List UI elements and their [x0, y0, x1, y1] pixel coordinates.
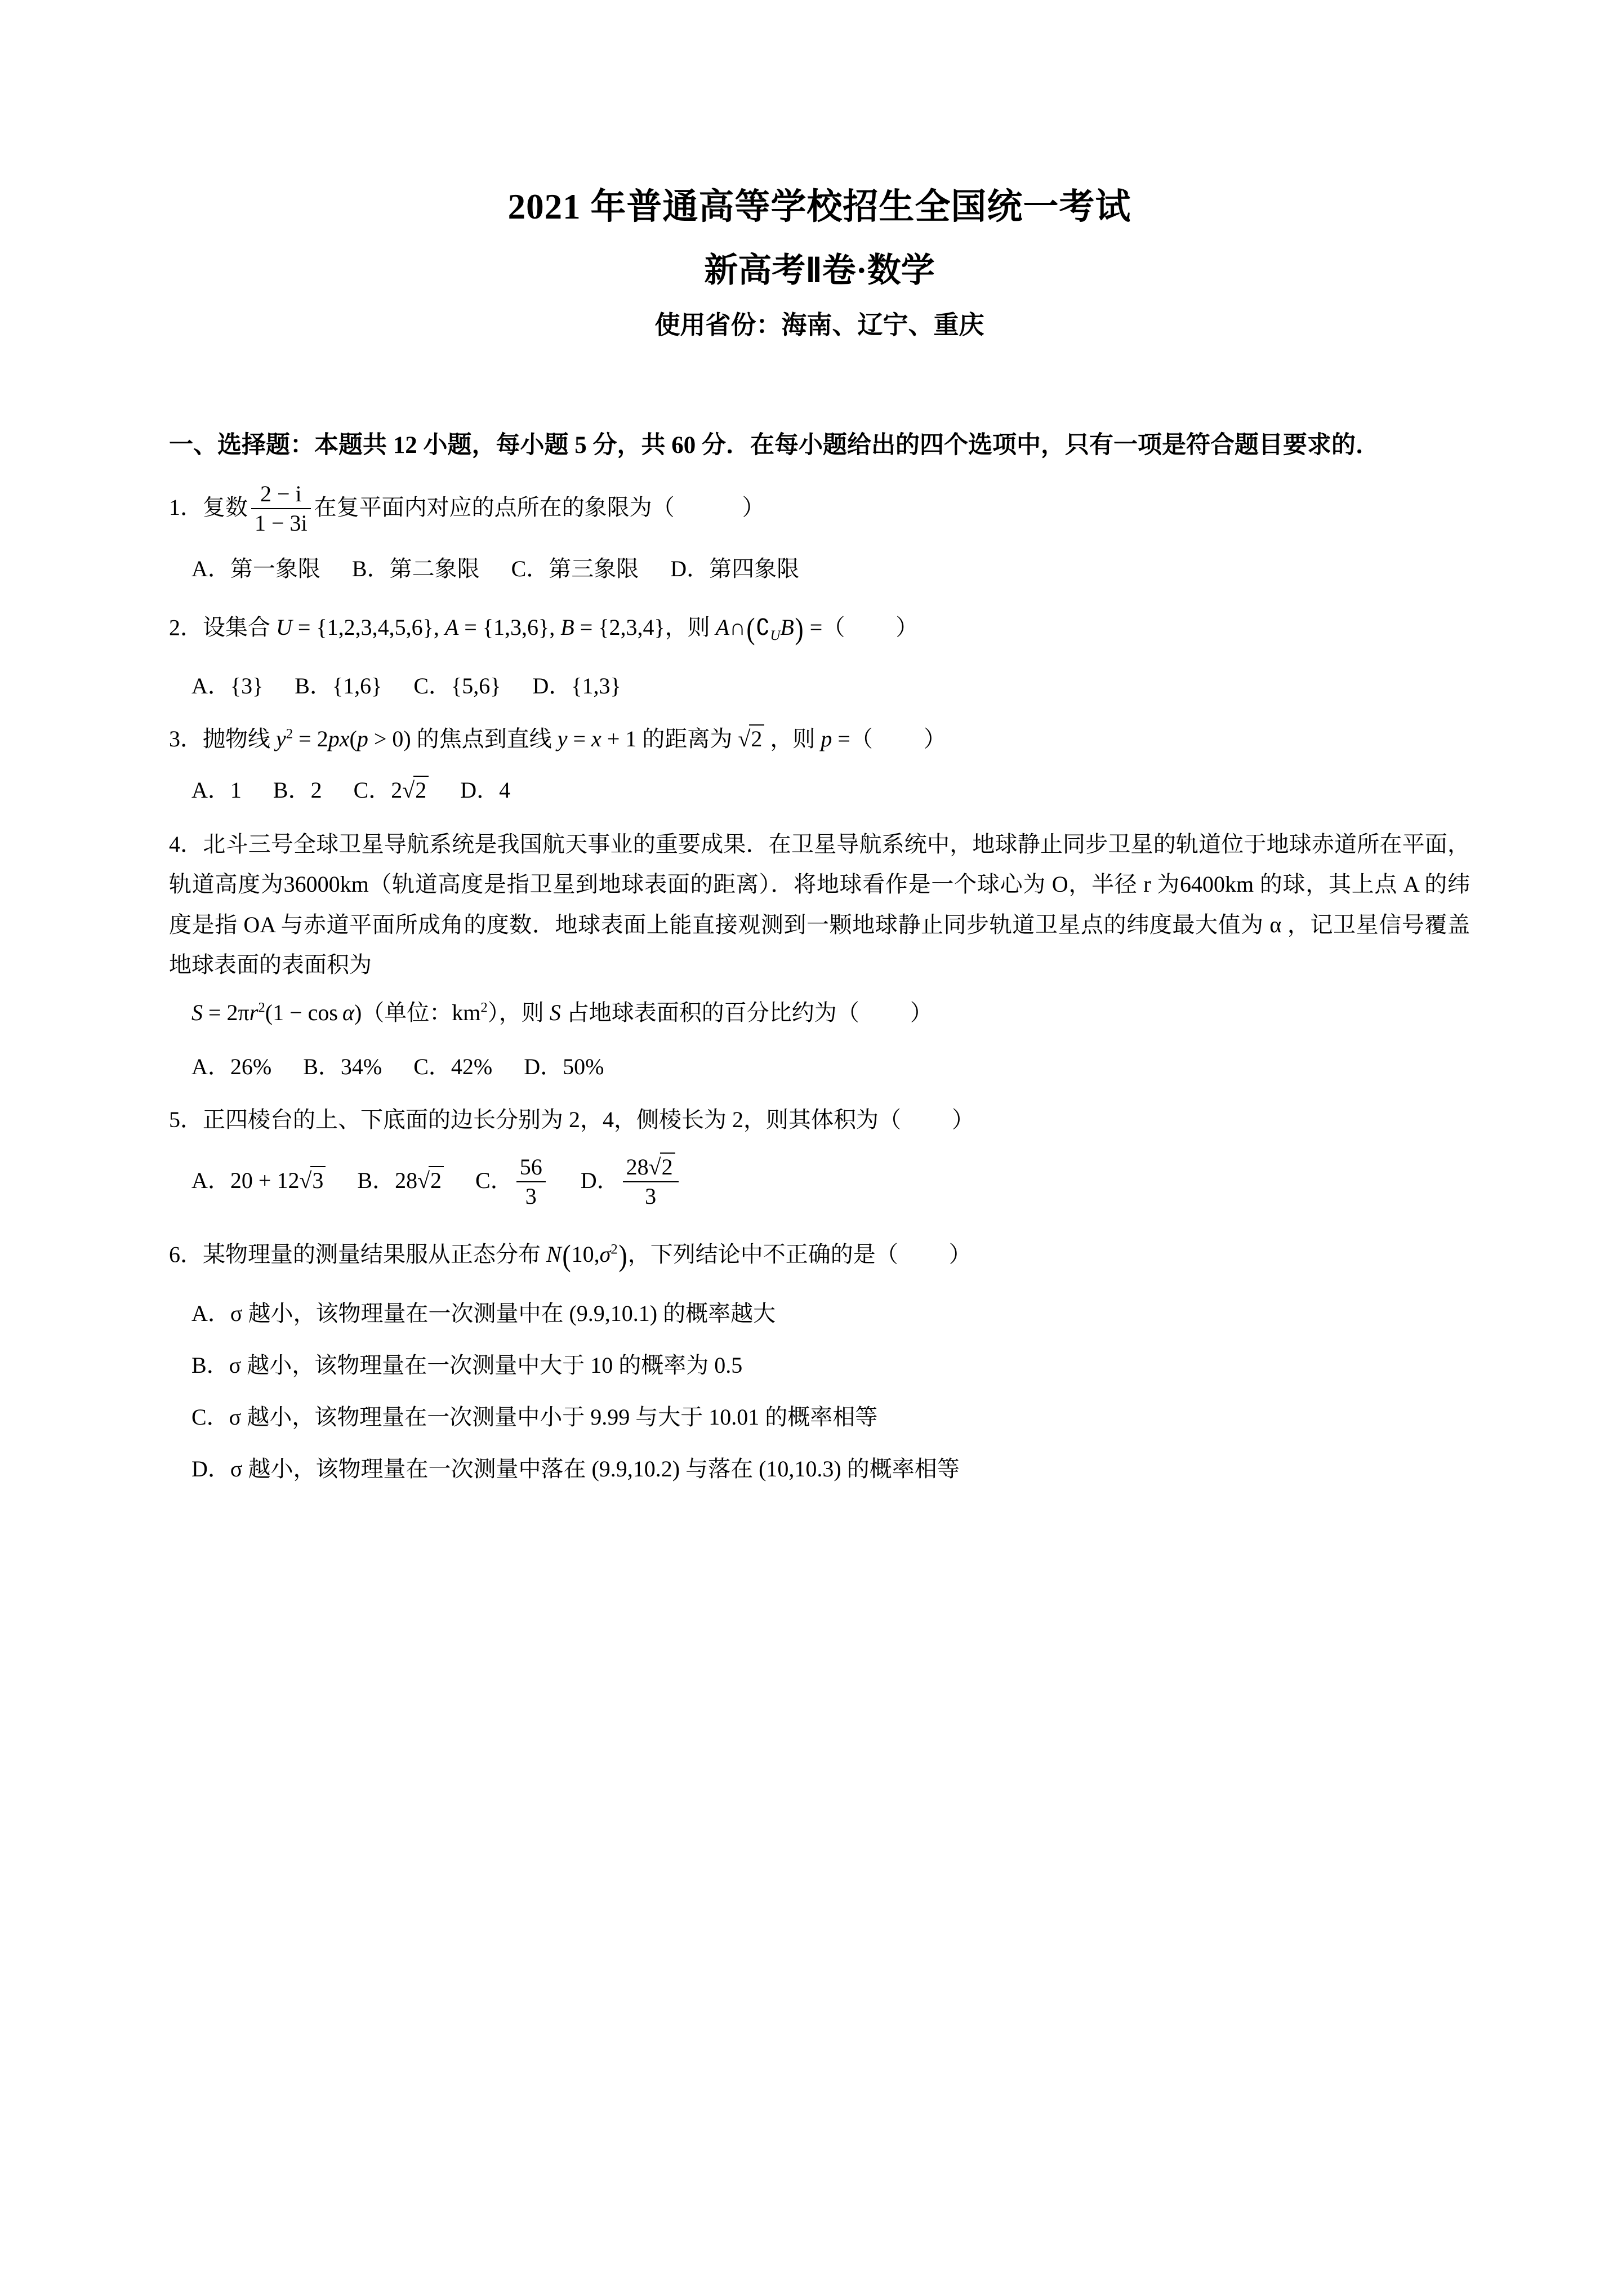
question-4-stem: [169, 824, 1470, 985]
option-1-a[interactable]: A．第一象限: [191, 555, 320, 581]
fraction-denominator: 1 − 3i: [251, 508, 311, 536]
option-1-d[interactable]: D．第四象限: [670, 555, 800, 581]
question-1-prefix: 复数: [203, 494, 248, 520]
question-1-suffix: 在复平面内对应的点所在的象限为（ ）: [314, 494, 765, 520]
option-6-b[interactable]: B．σ 越小，该物理量在一次测量中大于 10 的概率为 0.5: [191, 1352, 743, 1378]
question-2-text: 设集合 U = {1,2,3,4,5,6}, A = {1,3,6}, B = {2,3,4}，则 $A\cap(∁_UB)$ =（ ）: [203, 611, 919, 646]
option-2-b[interactable]: B．{1,6}: [295, 673, 382, 699]
question-5-text: 正四棱台的上、下底面的边长分别为 2，4，侧棱长为 2，则其体积为（ ）: [203, 1106, 974, 1132]
question-1-stem: [169, 482, 1470, 537]
option-5-c[interactable]: C． $\frac{56}{3}$: [475, 1155, 549, 1211]
question-6-stem: [169, 1230, 1470, 1282]
option-3-a[interactable]: A．1: [191, 777, 242, 803]
option-3-d[interactable]: D．4: [460, 777, 511, 803]
option-6-c[interactable]: C．σ 越小，该物理量在一次测量中小于 9.99 与大于 10.01 的概率相等: [191, 1404, 878, 1430]
question-2-number: 2．: [169, 615, 203, 640]
page-subtitle: 新高考Ⅱ卷·数学: [704, 251, 935, 289]
question-1-number: 1．: [169, 494, 203, 520]
option-1-b[interactable]: B．第二象限: [351, 555, 480, 581]
option-4-c[interactable]: C．42%: [413, 1053, 493, 1079]
option-3-b[interactable]: B．2: [273, 777, 322, 803]
option-2-a[interactable]: A．{3}: [191, 673, 264, 699]
question-3-stem: [169, 720, 1470, 759]
question-2-stem: [169, 603, 1470, 655]
question-5-number: 5．: [169, 1106, 203, 1132]
option-3-c[interactable]: C．2√2: [354, 771, 429, 809]
option-5-d[interactable]: D． $\frac{28√2}{3}$: [581, 1155, 682, 1211]
provinces-line: 使用省份：海南、辽宁、重庆: [654, 310, 984, 339]
option-2-d[interactable]: D．{1,3}: [532, 673, 621, 699]
question-3-options: [169, 771, 1470, 809]
question-4-formula: $S = 2\pi r^2(1 - \cos \alpha)$（单位：$km^2$），则 S 占地球表面积的百分比约为（ ）: [191, 999, 933, 1025]
question-5-stem: [169, 1101, 1470, 1140]
option-4-b[interactable]: B．34%: [303, 1053, 382, 1079]
question-3-text: 抛物线 $y^2 = 2px(p > 0)$ 的焦点到直线 y = x + 1 的距离为 √2 ，则 p =（ ）: [203, 726, 946, 751]
question-4-number: 4．: [169, 831, 203, 857]
option-5-b[interactable]: B．28√2: [357, 1162, 444, 1200]
section-heading: 一、选择题：本题共 12 小题，每小题 5 分，共 60 分．在每小题给出的四个选项中，只有一项是符合题目要求的．: [169, 431, 1380, 459]
question-6-options: [169, 1294, 1470, 1488]
question-2-options: [169, 667, 1470, 705]
question-6-number: 6．: [169, 1242, 203, 1267]
question-4-body: 北斗三号全球卫星导航系统是我国航天事业的重要成果．在卫星导航系统中，地球静止同步卫星的轨道位于地球赤道所在平面，轨道高度为36000km（轨道高度是指卫星到地球表面的距离）．将地球看作是一个球心为 O，半径 r 为6400km 的球，其上点 A 的纬度是指 OA 与赤道平面所成角的度数．地球表面上能直接观测到一颗地球静止同步轨道卫星点的纬度最大值为 α ，记卫星信号覆盖地球表面的表面积为: [169, 831, 1471, 977]
option-6-a[interactable]: A．σ 越小，该物理量在一次测量中在 (9.9,10.1) 的概率越大: [191, 1300, 776, 1326]
fraction-numerator: 2 − i: [260, 480, 302, 506]
question-5-options: [169, 1155, 1470, 1211]
option-4-d[interactable]: D．50%: [524, 1053, 604, 1079]
title-body-spacer: [169, 363, 1470, 425]
option-1-c[interactable]: C．第三象限: [511, 555, 639, 581]
question-1-fraction: [251, 481, 311, 536]
option-6-d[interactable]: D．σ 越小，该物理量在一次测量中落在 (9.9,10.2) 与落在 (10,10.3) 的概率相等: [191, 1456, 960, 1481]
question-3-number: 3．: [169, 726, 203, 752]
option-5-a[interactable]: A．20 + 12√3: [191, 1162, 326, 1200]
option-4-a[interactable]: A．26%: [191, 1053, 272, 1079]
option-2-c[interactable]: C．{5,6}: [413, 673, 501, 699]
question-6-text: 某物理量的测量结果服从正态分布 $N(10,\sigma^2)$，下列结论中不正确的是（ ）: [203, 1238, 972, 1272]
question-1-options: [169, 550, 1470, 588]
question-4-options: [169, 1048, 1470, 1086]
page-title: 2021 年普通高等学校招生全国统一考试: [507, 187, 1131, 226]
